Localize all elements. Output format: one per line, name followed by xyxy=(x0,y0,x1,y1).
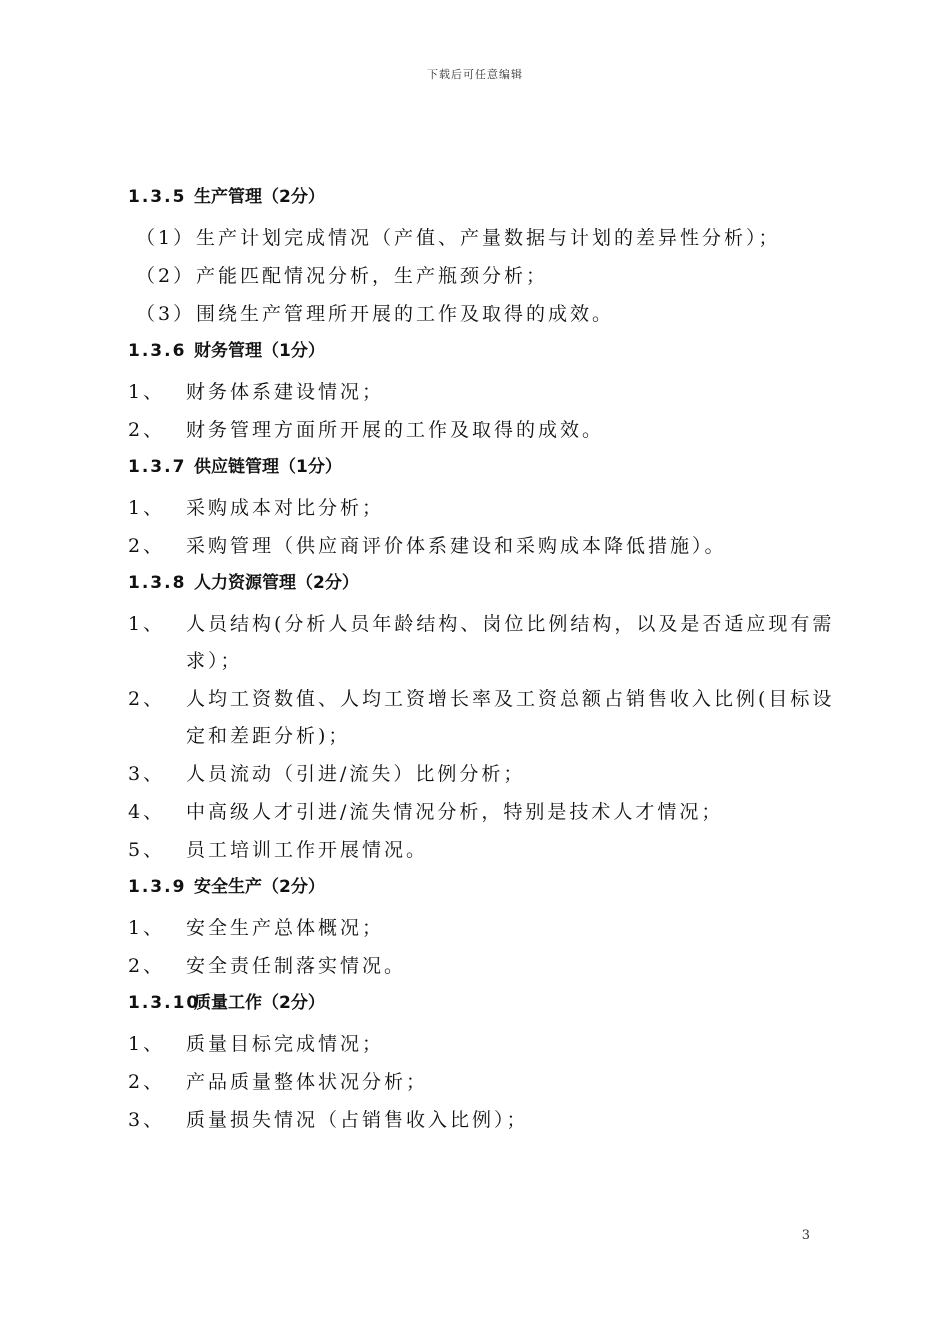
list-item xyxy=(128,756,838,793)
page-number: 3 xyxy=(801,1228,810,1243)
list-item-text: 人员结构(分析人员年龄结构、岗位比例结构，以及是否适应现有需求）； xyxy=(186,613,835,672)
list-item xyxy=(128,606,838,680)
list-item-text: 财务管理方面所开展的工作及取得的成效。 xyxy=(186,419,605,441)
list-item-marker: （3） xyxy=(136,303,196,325)
list-item-text: 生产计划完成情况（产值、产量数据与计划的差异性分析）； xyxy=(196,227,781,249)
list-item xyxy=(128,220,838,257)
list-item-marker: 5、 xyxy=(128,839,166,861)
list-item-marker: 2、 xyxy=(128,419,166,441)
list-item-marker: 1、 xyxy=(128,917,166,939)
item-list xyxy=(128,490,838,565)
list-item-text: 采购管理（供应商评价体系建设和采购成本降低措施）。 xyxy=(186,535,727,557)
list-item xyxy=(128,794,838,831)
section xyxy=(128,180,838,333)
section xyxy=(128,986,838,1139)
list-item-marker: 2、 xyxy=(128,535,166,557)
section-number: 1.3.8 xyxy=(128,573,187,593)
section xyxy=(128,450,838,565)
list-item-text: 产能匹配情况分析，生产瓶颈分析； xyxy=(196,265,549,287)
section-heading xyxy=(128,986,838,1020)
list-item-text: 质量损失情况（占销售收入比例）； xyxy=(186,1109,529,1131)
list-item-marker: 1、 xyxy=(128,497,166,519)
section-title: 供应链管理（1分） xyxy=(194,457,342,477)
list-item xyxy=(128,1026,838,1063)
list-item-text: 中高级人才引进/流失情况分析，特别是技术人才情况； xyxy=(186,801,724,823)
list-item-marker: （1） xyxy=(136,227,196,249)
list-item-marker: 1、 xyxy=(128,1033,166,1055)
list-item-marker: 2、 xyxy=(128,1071,166,1093)
list-item-text: 员工培训工作开展情况。 xyxy=(186,839,429,861)
list-item xyxy=(128,948,838,985)
page-header-note: 下载后可任意编辑 xyxy=(427,68,523,81)
section-heading xyxy=(128,450,838,484)
list-item-text: 产品质量整体状况分析； xyxy=(186,1071,429,1093)
list-item-marker: 2、 xyxy=(128,688,166,710)
list-item xyxy=(128,832,838,869)
section-title: 质量工作（2分） xyxy=(194,993,325,1013)
section-number: 1.3.10 xyxy=(128,993,201,1013)
list-item xyxy=(128,296,838,333)
list-item-text: 围绕生产管理所开展的工作及取得的成效。 xyxy=(196,303,615,325)
section-title: 财务管理（1分） xyxy=(194,341,325,361)
list-item xyxy=(128,910,838,947)
list-item-marker: 1、 xyxy=(128,381,166,403)
section xyxy=(128,870,838,985)
document-body xyxy=(128,180,838,1140)
list-item-text: 采购成本对比分析； xyxy=(186,497,385,519)
item-list xyxy=(128,606,838,869)
section-title: 安全生产（2分） xyxy=(194,877,325,897)
item-list xyxy=(128,220,838,333)
section-number: 1.3.9 xyxy=(128,877,187,897)
list-item xyxy=(128,681,838,755)
section-number: 1.3.5 xyxy=(128,187,187,207)
list-item-marker: 3、 xyxy=(128,763,166,785)
list-item-marker: 2、 xyxy=(128,955,166,977)
section-number: 1.3.6 xyxy=(128,341,187,361)
list-item-marker: 1、 xyxy=(128,613,166,635)
section xyxy=(128,566,838,869)
list-item-text: 财务体系建设情况； xyxy=(186,381,385,403)
list-item xyxy=(128,258,838,295)
section-number: 1.3.7 xyxy=(128,457,187,477)
list-item-text: 安全生产总体概况； xyxy=(186,917,385,939)
list-item-text: 人均工资数值、人均工资增长率及工资总额占销售收入比例(目标设定和差距分析)； xyxy=(186,688,835,747)
item-list xyxy=(128,910,838,985)
list-item-marker: 4、 xyxy=(128,801,166,823)
section-heading xyxy=(128,334,838,368)
item-list xyxy=(128,1026,838,1139)
list-item xyxy=(128,1102,838,1139)
section-heading xyxy=(128,870,838,904)
list-item xyxy=(128,490,838,527)
list-item-text: 安全责任制落实情况。 xyxy=(186,955,407,977)
section-title: 生产管理（2分） xyxy=(194,187,325,207)
item-list xyxy=(128,374,838,449)
section-heading xyxy=(128,180,838,214)
section-title: 人力资源管理（2分） xyxy=(194,573,359,593)
list-item xyxy=(128,528,838,565)
list-item xyxy=(128,412,838,449)
list-item xyxy=(128,1064,838,1101)
list-item-text: 人员流动（引进/流失）比例分析； xyxy=(186,763,526,785)
section xyxy=(128,334,838,449)
list-item xyxy=(128,374,838,411)
list-item-text: 质量目标完成情况； xyxy=(186,1033,385,1055)
list-item-marker: 3、 xyxy=(128,1109,166,1131)
section-heading xyxy=(128,566,838,600)
list-item-marker: （2） xyxy=(136,265,196,287)
